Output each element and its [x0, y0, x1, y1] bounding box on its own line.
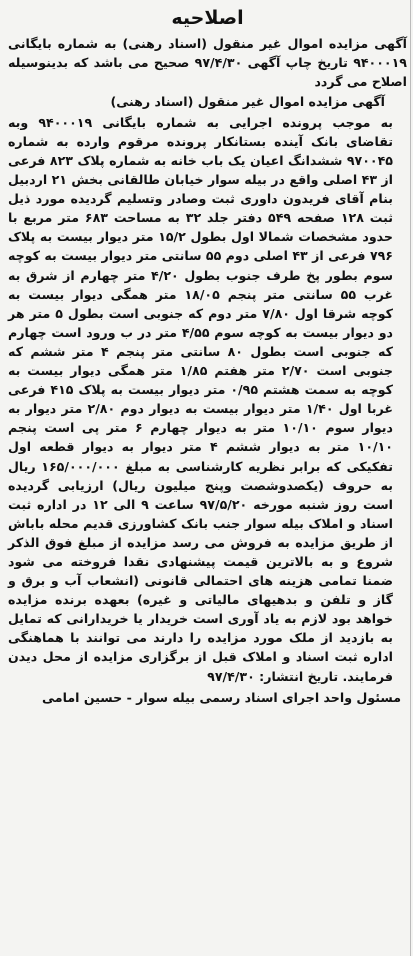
notice-title: اصلاحیه: [171, 7, 244, 29]
notice-signature: مسئول واحد اجرای اسناد رسمی بیله سوار - حسین امامی: [42, 689, 401, 705]
notice-body: به موجب پرونده اجرایی به شماره بایگانی ۹۴۰۰۰۱۹ وبه تقاضای بانک آینده بستانکار پرونده مرقوم وارده به شماره ۹۷۰۰۴۵ ششدانگ اعیان یک باب خانه به شماره پلاک ۸۲۳ فرعی از ۴۳ اصلی واقع در بیله سوار خیابان طالقانی بخش ۲۱ اردبیل بنام آقای فریدون داوری ثبت وصادر وتسلیم گردیده مورد ذیل ثبت ۱۲۸ صفحه ۵۴۹ دفتر جلد ۳۲ به مساحت ۶۸۳ متر مربع با حدود مشخصات شمالا اول بطول ۱۵/۲ متر دیوار بیست به پلاک ۷۹۶ فرعی از ۴۳ اصلی دوم ۵۵ سانتی متر دیوار بیست به کوچه سوم بطور پخ طرف جنوب بطول ۴/۲۰ متر چهارم از شرق به غرب ۵۵ سانتی متر پنجم ۱۸/۰۵ متر همگی دیوار بیست به کوچه شرقا اول ۷/۸۰ متر دوم که جنوبی است بطول ۵ متر هر دو دیوار بیست به کوچه سوم ۴/۵۵ متر در ب ورود است چهارم که جنوبی است بطول ۸۰ سانتی متر پنجم ۴ متر ششم که جنوبی است ۲/۷۰ متر هفتم ۱/۸۵ متر همگی دیوار بیست به کوچه به سمت هشتم ۰/۹۵ متر دیوار بیست به پلاک ۴۱۵ فرعی غربا اول ۱/۴۰ متر دیوار بیست به دیوار دوم ۲/۸۰ متر دیوار به دیوار سوم ۱۰/۱۰ متر به دیوار چهارم ۶ متر پی است پنجم ۱۰/۱۰ متر به دیوار ششم ۴ متر دیوار به دیوار قطعه اول تفکیکی که برابر نظریه کارشناسی به مبلغ ۱۶۵/۰۰۰/۰۰۰ ریال به حروف (یکصدوشصت وپنج میلیون ریال) ارزیابی گردیده است روز شنبه مورخه ۹۷/۵/۲۰ ساعت ۹ الی ۱۲ در اداره ثبت اسناد و املاک بیله سوار جنب بانک کشاورزی قدیم محله باباش از طریق مزایده به فروش می رسد مزایده از مبلغ فوق الذکر شروع و به بالاترین قیمت پیشنهادی نقدا فروخته می شود ضمنا تمامی هزینه های احتمالی قانونی (انشعاب آب و برق و گاز و تلفن و بدهیهای مالیاتی و غیره) بعهده برنده مزایده خواهد بود لازم به یاد آوری است خریدار یا خریدارانی که تمایل به بازدید از ملک مورد مزایده را دارند می توانند با هماهنگی اداره ثبت اسناد و املاک قبل از برگزاری مزایده از محل دیدن فرمایند. تاریخ انتشار: ۹۷/۴/۳۰: [8, 114, 394, 684]
notice-subheading: آگهی مزایده اموال غیر منقول (اسناد رهنی): [110, 93, 385, 109]
correction-text: آگهی مزایده اموال غیر منقول (اسناد رهنی) به شماره بایگانی ۹۴۰۰۰۱۹ تاریخ چاپ آگهی ۹۷/۴/۳۰ صحیح می باشد که بدینوسیله اصلاح می گردد: [8, 36, 407, 90]
